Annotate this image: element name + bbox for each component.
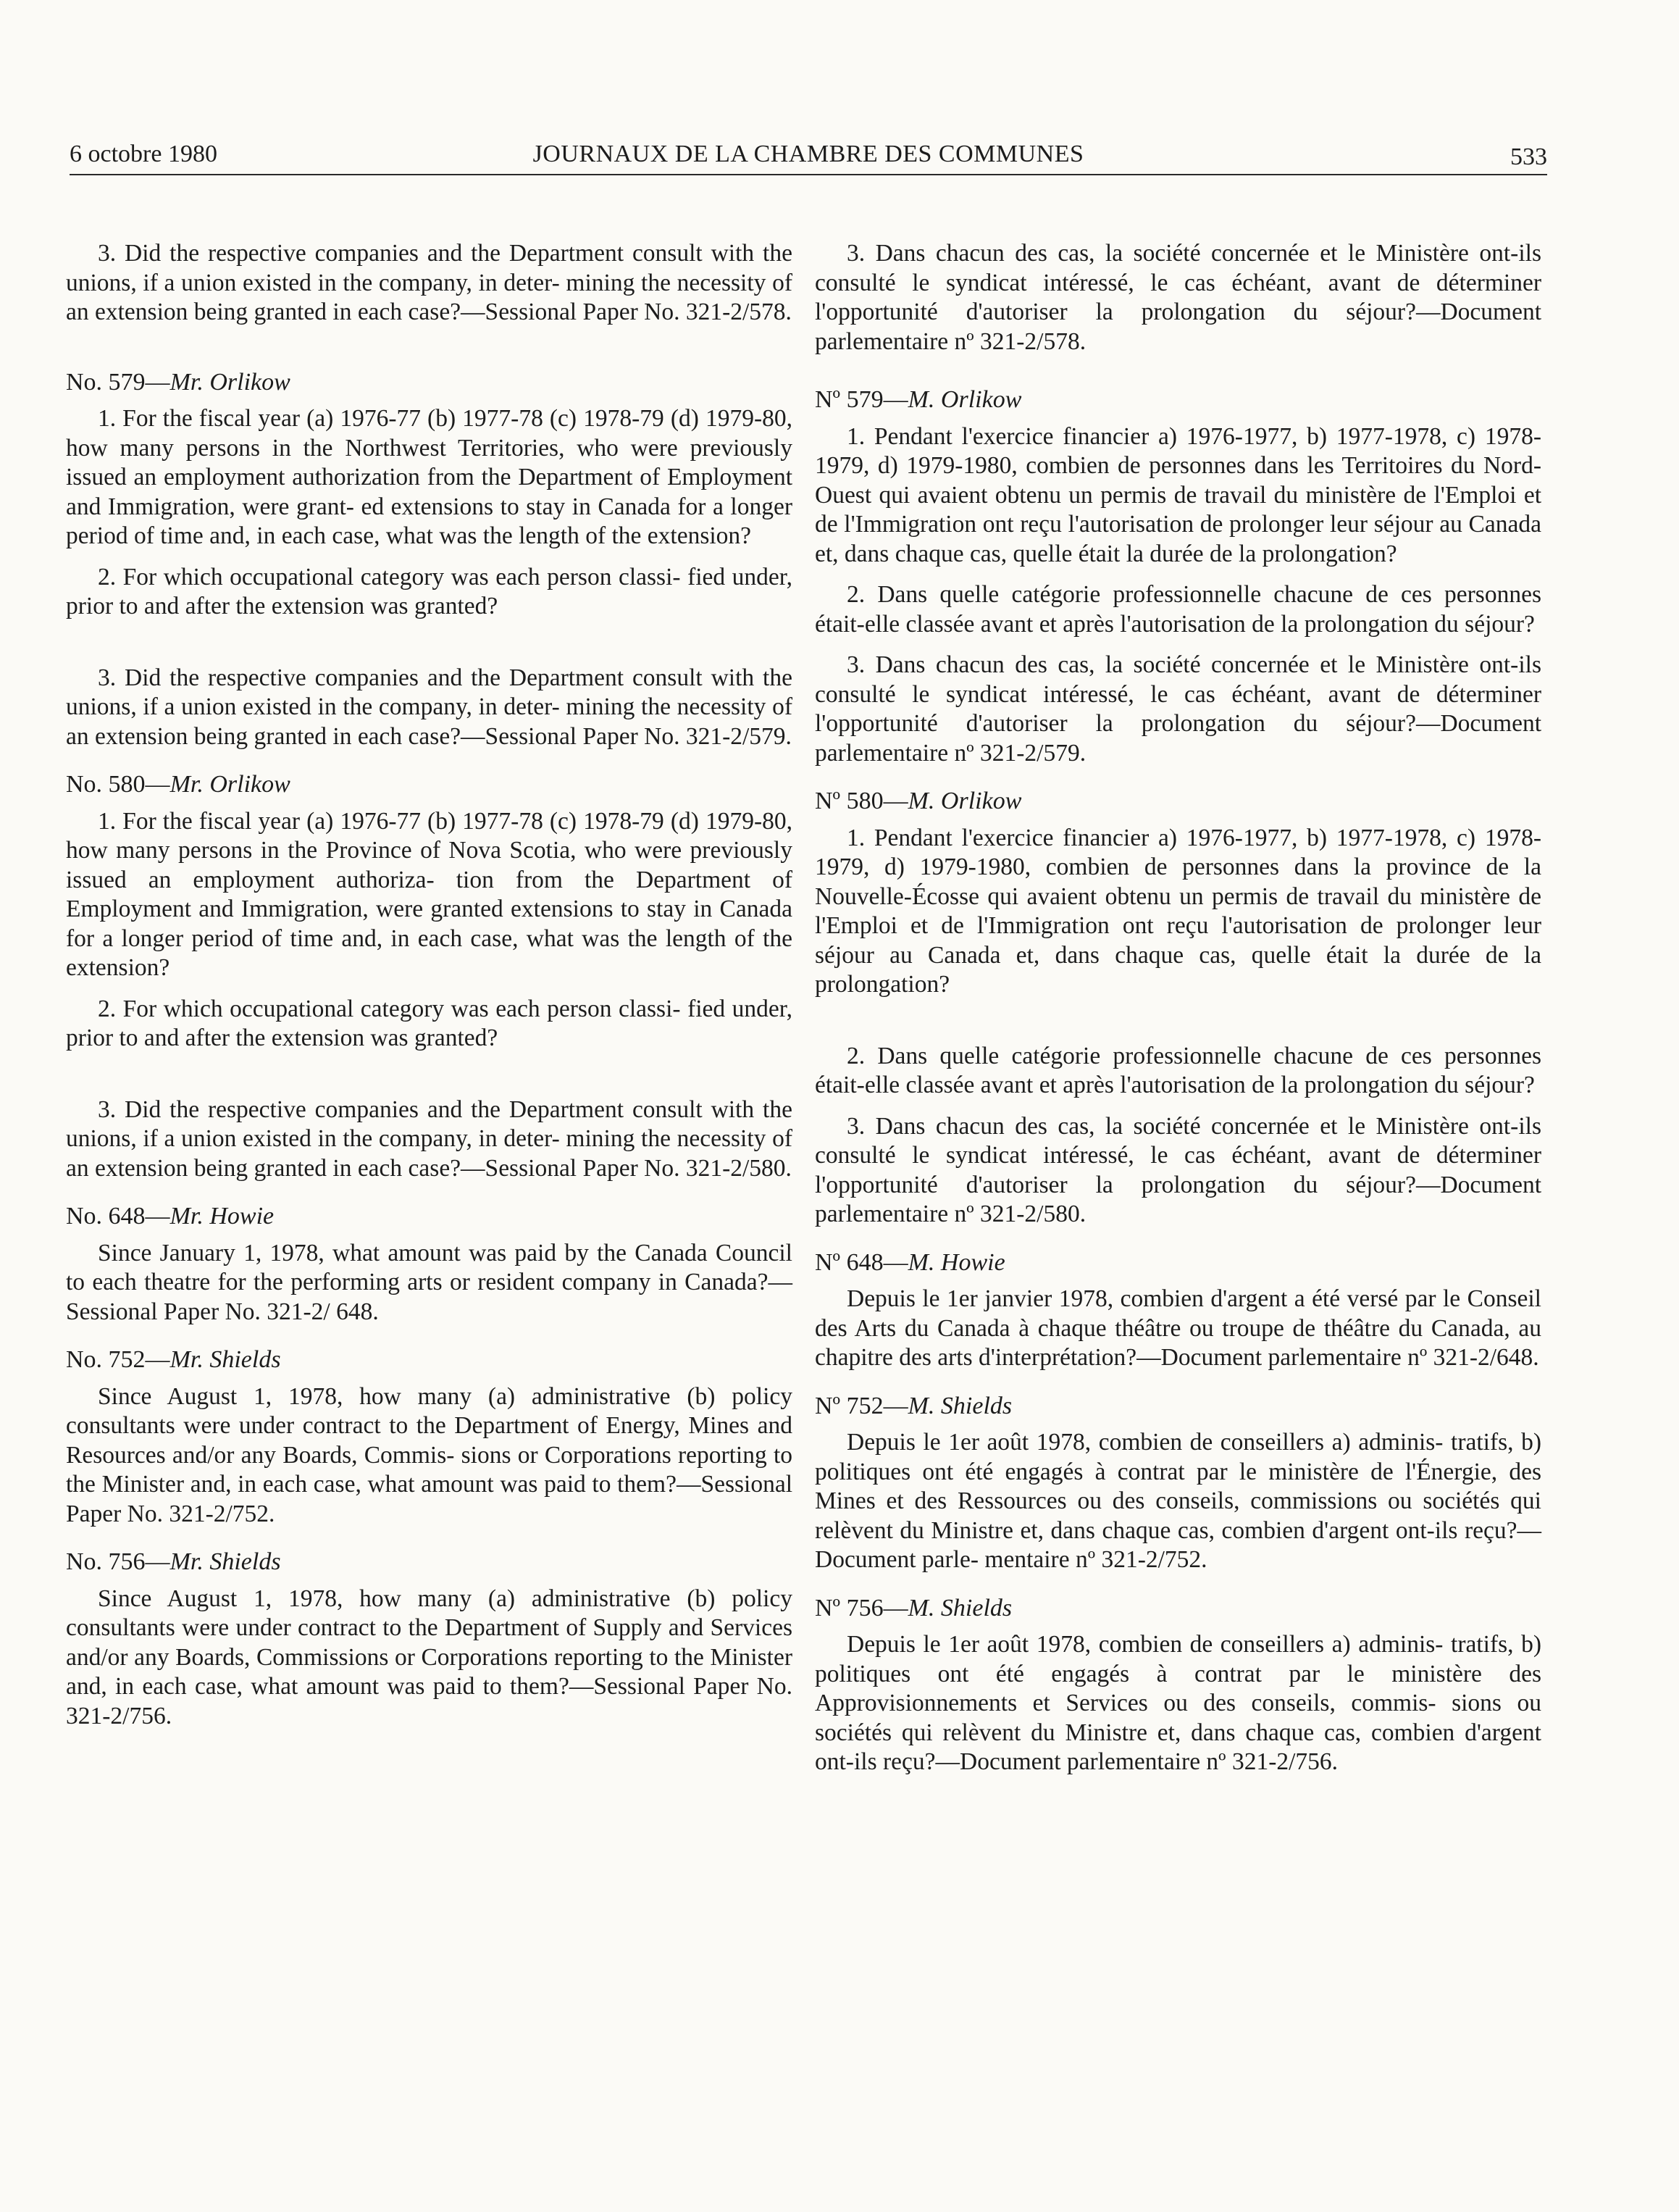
- question-648-text: Depuis le 1er janvier 1978, combien d'argent a été versé par le Conseil des Arts du Canada à chaque théâtre ou troupe de théâtre du Canada, au chapitre des arts d'interprétation?—Document parlementaire nº 321-2/648.: [815, 1285, 1541, 1371]
- question-648-text: Since January 1, 1978, what amount was paid by the Canada Council to each theatre for the performing arts or resident company in Canada?—Sessional Paper No. 321-2/ 648.: [66, 1239, 792, 1325]
- question-580-part-1: 1. For the fiscal year (a) 1976-77 (b) 1977-78 (c) 1978-79 (d) 1979-80, how many persons in the Province of Nova Scotia, who were previously issued an employment authoriza- tion from the Department of Employment and Immigration, were granted extensions to stay in Canada for a longer period of time and, in each case, what was the length of the extension?: [66, 807, 792, 981]
- member-name: Mr. Orlikow: [169, 368, 290, 396]
- page-header: [70, 129, 1547, 175]
- question-580-part-1: 1. Pendant l'exercice financier a) 1976-1977, b) 1977-1978, c) 1978-1979, d) 1979-1980, combien de personnes dans la province de la Nouvelle-Écosse qui avaient obtenu un permis de travail du ministère de l'Emploi et de l'Immigration ont reçu l'autorisation de prolonger leur séjour au Canada et, dans chaque cas, quelle était la durée de la prolongation?: [815, 824, 1541, 998]
- header-date: 6 octobre 1980: [70, 141, 217, 167]
- member-name: M. Orlikow: [908, 788, 1022, 814]
- question-number: No. 648—: [66, 1203, 170, 1230]
- member-name: M. Shields: [908, 1594, 1013, 1622]
- header-title: JOURNAUX DE LA CHAMBRE DES COMMUNES: [532, 141, 1084, 167]
- page-number: 533: [1510, 143, 1547, 170]
- question-579-heading: [66, 368, 792, 398]
- member-name: Mr. Orlikow: [169, 771, 290, 798]
- member-name: M. Howie: [908, 1248, 1005, 1276]
- question-number: Nº 580—: [815, 788, 908, 814]
- question-752-heading: [66, 1345, 792, 1375]
- question-number: No. 580—: [66, 771, 170, 798]
- question-580-part-3: 3. Did the respective companies and the Department consult with the unions, if a union existed in the company, in deter- mining the necessity of an extension being granted in each case?—Sessional Paper No. 321-2/580.: [66, 1095, 792, 1182]
- member-name: Mr. Howie: [169, 1203, 275, 1230]
- question-number: Nº 756—: [815, 1594, 908, 1622]
- english-column: [66, 239, 792, 1731]
- question-578-part-3: 3. Dans chacun des cas, la société concernée et le Ministère ont-ils consulté le syndicat intéressé, le cas échéant, avant de déterminer l'opportunité d'autoriser la prolongation du séjour?—Document parlementaire nº 321-2/578.: [815, 240, 1541, 355]
- question-756-text: Since August 1, 1978, how many (a) administrative (b) policy consultants were under contract to the Department of Supply and Services and/or any Boards, Commissions or Corporations reporting to the Minister and, in each case, what amount was paid to them?—Sessional Paper No. 321-2/756.: [66, 1585, 792, 1729]
- question-756-text: Depuis le 1er août 1978, combien de conseillers a) adminis- tratifs, b) politiques ont été engagés à contrat par le ministère des Approvisionnements et Services ou des conseils, commis- sions ou sociétés qui relèvent du Ministre et, dans chaque cas, combien d'argent ont-ils reçu?—Document parlementaire nº 321-2/756.: [815, 1631, 1541, 1775]
- question-648-heading: [815, 1248, 1541, 1278]
- question-number: Nº 648—: [815, 1248, 908, 1276]
- question-578-part-3: 3. Did the respective companies and the Department consult with the unions, if a union existed in the company, in deter- mining the necessity of an extension being granted in each case?—Sessional Paper No. 321-2/578.: [66, 240, 792, 325]
- question-579-part-1: 1. For the fiscal year (a) 1976-77 (b) 1977-78 (c) 1978-79 (d) 1979-80, how many persons in the Northwest Territories, who were previously issued an employment authorization from the Department of Employment and Immigration, were grant- ed extensions to stay in Canada for a longer period of time and, in each case, what was the length of the extension?: [66, 405, 792, 549]
- question-648-heading: [66, 1202, 792, 1232]
- question-number: No. 756—: [66, 1548, 170, 1575]
- question-756-heading: [815, 1594, 1541, 1624]
- question-number: Nº 752—: [815, 1392, 908, 1419]
- member-name: Mr. Shields: [169, 1346, 281, 1373]
- question-number: No. 752—: [66, 1346, 170, 1373]
- question-752-text: Depuis le 1er août 1978, combien de conseillers a) adminis- tratifs, b) politiques ont été engagés à contrat par le ministère de l'Énergie, des Mines et des Ressources ou des conseils, commissions ou sociétés qui relèvent du Ministre et, dans chaque cas, combien d'argent ont-ils reçu?—Document parle- mentaire nº 321-2/752.: [815, 1429, 1541, 1573]
- question-579-part-2: 2. For which occupational category was each person classi- fied under, prior to and after the extension was granted?: [66, 563, 792, 619]
- question-580-part-2: 2. Dans quelle catégorie professionnelle chacune de ces personnes était-elle classée avant et après l'autorisation de la prolongation du séjour?: [815, 1042, 1541, 1098]
- question-756-heading: [66, 1548, 792, 1577]
- french-column: [815, 239, 1541, 1777]
- question-579-part-2: 2. Dans quelle catégorie professionnelle chacune de ces personnes était-elle classée avant et après l'autorisation de la prolongation du séjour?: [815, 581, 1541, 638]
- question-579-part-3: 3. Dans chacun des cas, la société concernée et le Ministère ont-ils consulté le syndicat intéressé, le cas échéant, avant de déterminer l'opportunité d'autoriser la prolongation du séjour?—Document parlementaire nº 321-2/579.: [815, 651, 1541, 767]
- question-579-part-3: 3. Did the respective companies and the Department consult with the unions, if a union existed in the company, in deter- mining the necessity of an extension being granted in each case?—Sessional Paper No. 321-2/579.: [66, 664, 792, 750]
- question-580-heading: [815, 787, 1541, 817]
- question-752-text: Since August 1, 1978, how many (a) administrative (b) policy consultants were under contract to the Department of Energy, Mines and Resources and/or any Boards, Commis- sions or Corporations reporting to the Minister and, in each case, what amount was paid to them?—Sessional Paper No. 321-2/752.: [66, 1382, 792, 1527]
- member-name: M. Orlikow: [908, 386, 1022, 413]
- question-752-heading: [815, 1392, 1541, 1422]
- question-580-heading: [66, 770, 792, 800]
- member-name: M. Shields: [908, 1392, 1013, 1419]
- member-name: Mr. Shields: [169, 1548, 281, 1575]
- question-580-part-3: 3. Dans chacun des cas, la société concernée et le Ministère ont-ils consulté le syndicat intéressé, le cas échéant, avant de déterminer l'opportunité d'autoriser la prolongation du séjour?—Document parlementaire nº 321-2/580.: [815, 1112, 1541, 1227]
- question-580-part-2: 2. For which occupational category was each person classi- fied under, prior to and after the extension was granted?: [66, 995, 792, 1051]
- question-number: No. 579—: [66, 368, 170, 396]
- question-579-part-1: 1. Pendant l'exercice financier a) 1976-1977, b) 1977-1978, c) 1978-1979, d) 1979-1980, combien de personnes dans les Territoires du Nord-Ouest qui avaient obtenu un permis de travail du ministère de l'Emploi et de l'Immigration ont reçu l'autorisation de prolonger leur séjour au Canada et, dans chaque cas, quelle était la durée de la prolongation?: [815, 422, 1541, 567]
- question-579-heading: [815, 385, 1541, 415]
- question-number: Nº 579—: [815, 386, 908, 413]
